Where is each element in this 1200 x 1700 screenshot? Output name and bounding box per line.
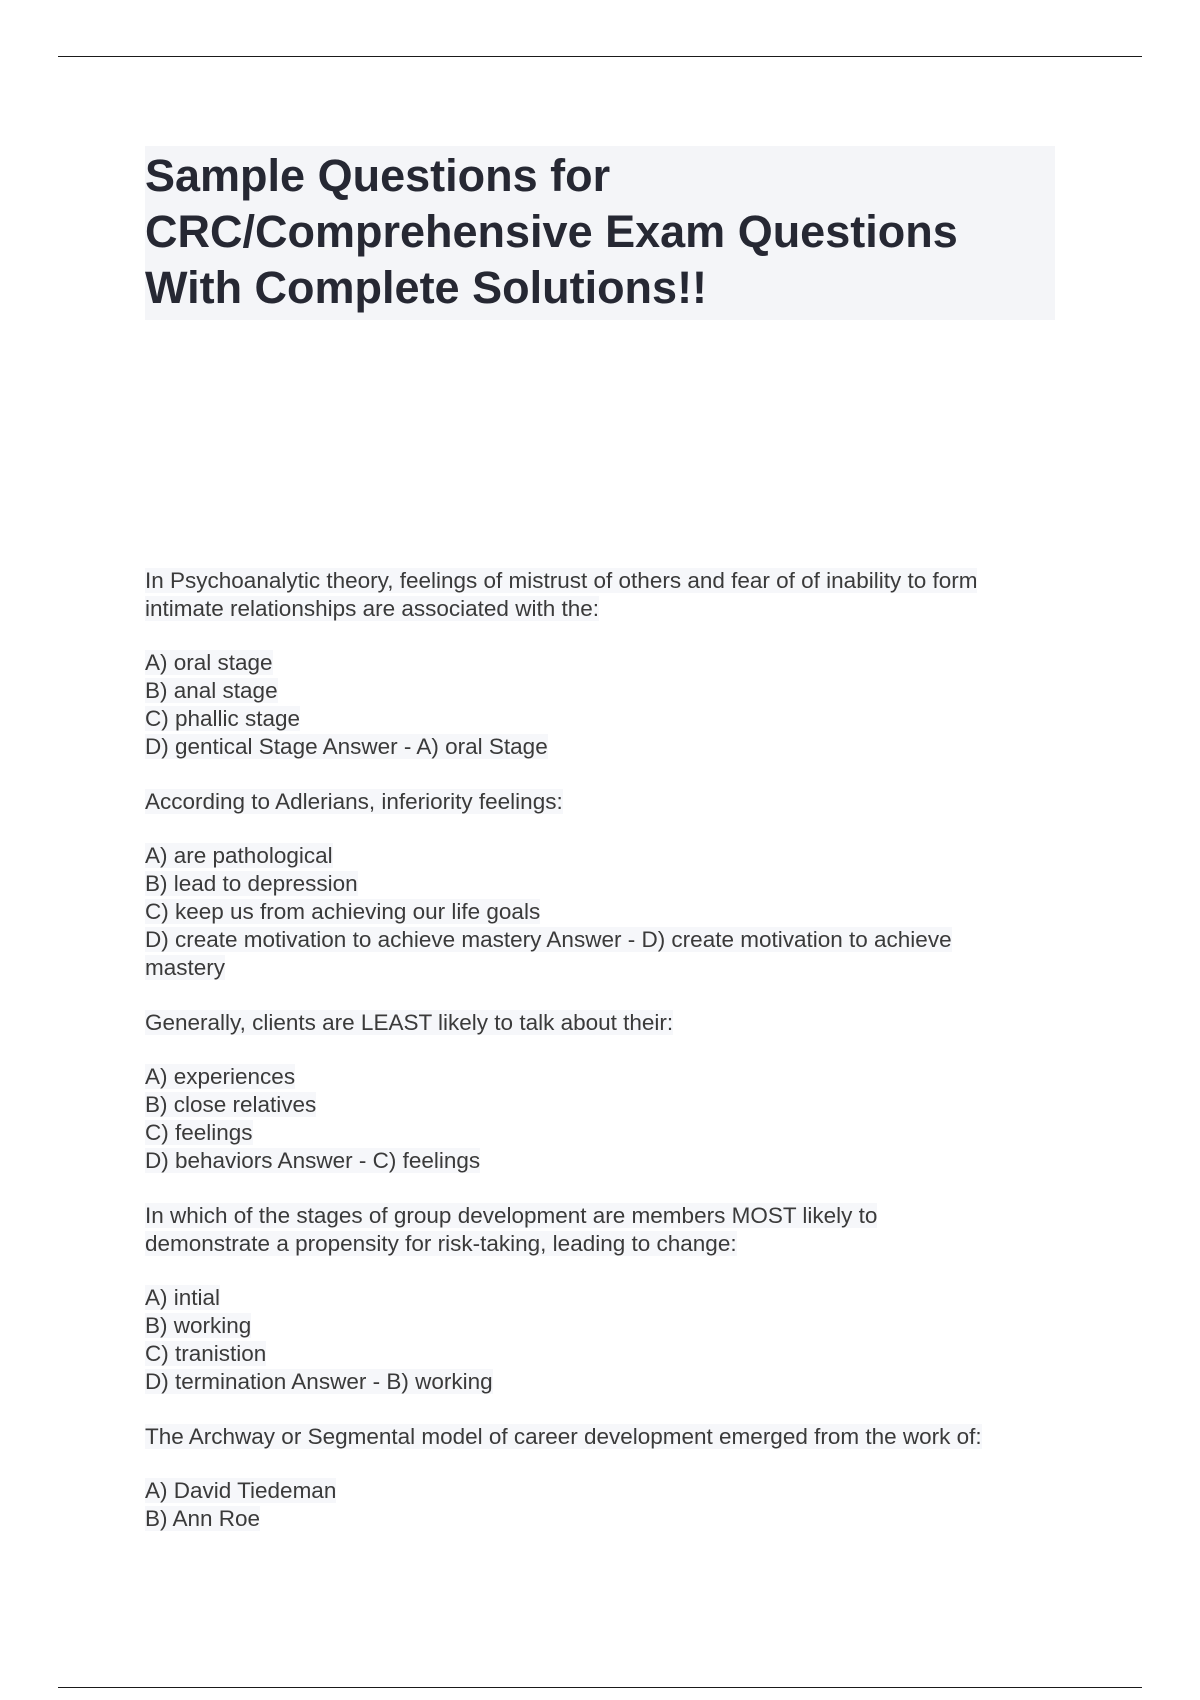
answer-option-text: C) phallic stage	[145, 706, 301, 731]
question-item	[145, 1202, 1065, 1396]
question-prompt-text: Generally, clients are LEAST likely to talk about their:	[145, 1010, 674, 1035]
answer-option	[145, 1284, 1065, 1312]
answer-option	[145, 870, 1065, 898]
answer-option	[145, 1312, 1065, 1340]
question-prompt-text: In which of the stages of group development are members MOST likely to demonstrate a propensity for risk-taking, leading to change:	[145, 1203, 878, 1256]
answer-options	[145, 649, 1065, 761]
answer-option-text: A) oral stage	[145, 650, 273, 675]
question-item	[145, 788, 1065, 982]
answer-option	[145, 705, 1065, 733]
answer-option	[145, 898, 1065, 926]
answer-option	[145, 1505, 1065, 1533]
answer-option-text: B) close relatives	[145, 1092, 317, 1117]
answer-option	[145, 1147, 1065, 1175]
question-prompt-text: The Archway or Segmental model of career development emerged from the work of:	[145, 1424, 982, 1449]
answer-option	[145, 1477, 1065, 1505]
top-rule	[58, 56, 1142, 57]
answer-option-text: A) experiences	[145, 1064, 296, 1089]
answer-option-text: C) keep us from achieving our life goals	[145, 899, 541, 924]
answer-option	[145, 1340, 1065, 1368]
title-block	[145, 146, 1055, 320]
answer-options	[145, 842, 1065, 982]
answer-option-text: D) create motivation to achieve mastery Answer - D) create motivation to achieve	[145, 927, 952, 952]
question-item	[145, 1423, 1065, 1533]
answer-option-text: D) gentical Stage Answer - A) oral Stage	[145, 734, 548, 759]
answer-option-text: A) David Tiedeman	[145, 1478, 337, 1503]
answer-option-text: B) anal stage	[145, 678, 278, 703]
answer-options	[145, 1063, 1065, 1175]
answer-option	[145, 954, 1065, 982]
answer-option-text: C) tranistion	[145, 1341, 267, 1366]
answer-option	[145, 677, 1065, 705]
answer-option-text: D) termination Answer - B) working	[145, 1369, 493, 1394]
question-prompt	[145, 1202, 1065, 1258]
answer-option	[145, 1091, 1065, 1119]
answer-option-text: A) are pathological	[145, 843, 333, 868]
answer-option-text: mastery	[145, 955, 226, 980]
question-prompt	[145, 1009, 1065, 1037]
answer-options	[145, 1284, 1065, 1396]
answer-option-text: D) behaviors Answer - C) feelings	[145, 1148, 481, 1173]
question-prompt	[145, 567, 1065, 623]
document-body	[145, 146, 1065, 1533]
question-item	[145, 1009, 1065, 1175]
question-prompt-text: In Psychoanalytic theory, feelings of mistrust of others and fear of of inability to form intimate relationships are associated with the:	[145, 568, 978, 621]
answer-option	[145, 733, 1065, 761]
answer-options	[145, 1477, 1065, 1533]
answer-option-text: B) Ann Roe	[145, 1506, 261, 1531]
question-item	[145, 567, 1065, 761]
answer-option-text: B) working	[145, 1313, 252, 1338]
question-list	[145, 567, 1065, 1533]
answer-option	[145, 926, 1065, 954]
question-prompt	[145, 1423, 1065, 1451]
bottom-rule	[58, 1687, 1142, 1688]
answer-option-text: B) lead to depression	[145, 871, 358, 896]
question-prompt-text: According to Adlerians, inferiority feelings:	[145, 789, 563, 814]
answer-option	[145, 842, 1065, 870]
question-prompt	[145, 788, 1065, 816]
answer-option	[145, 1063, 1065, 1091]
answer-option	[145, 1368, 1065, 1396]
answer-option-text: A) intial	[145, 1285, 221, 1310]
answer-option	[145, 649, 1065, 677]
answer-option-text: C) feelings	[145, 1120, 253, 1145]
document-title: Sample Questions for CRC/Comprehensive Exam Questions With Complete Solutions!!	[145, 150, 958, 313]
answer-option	[145, 1119, 1065, 1147]
